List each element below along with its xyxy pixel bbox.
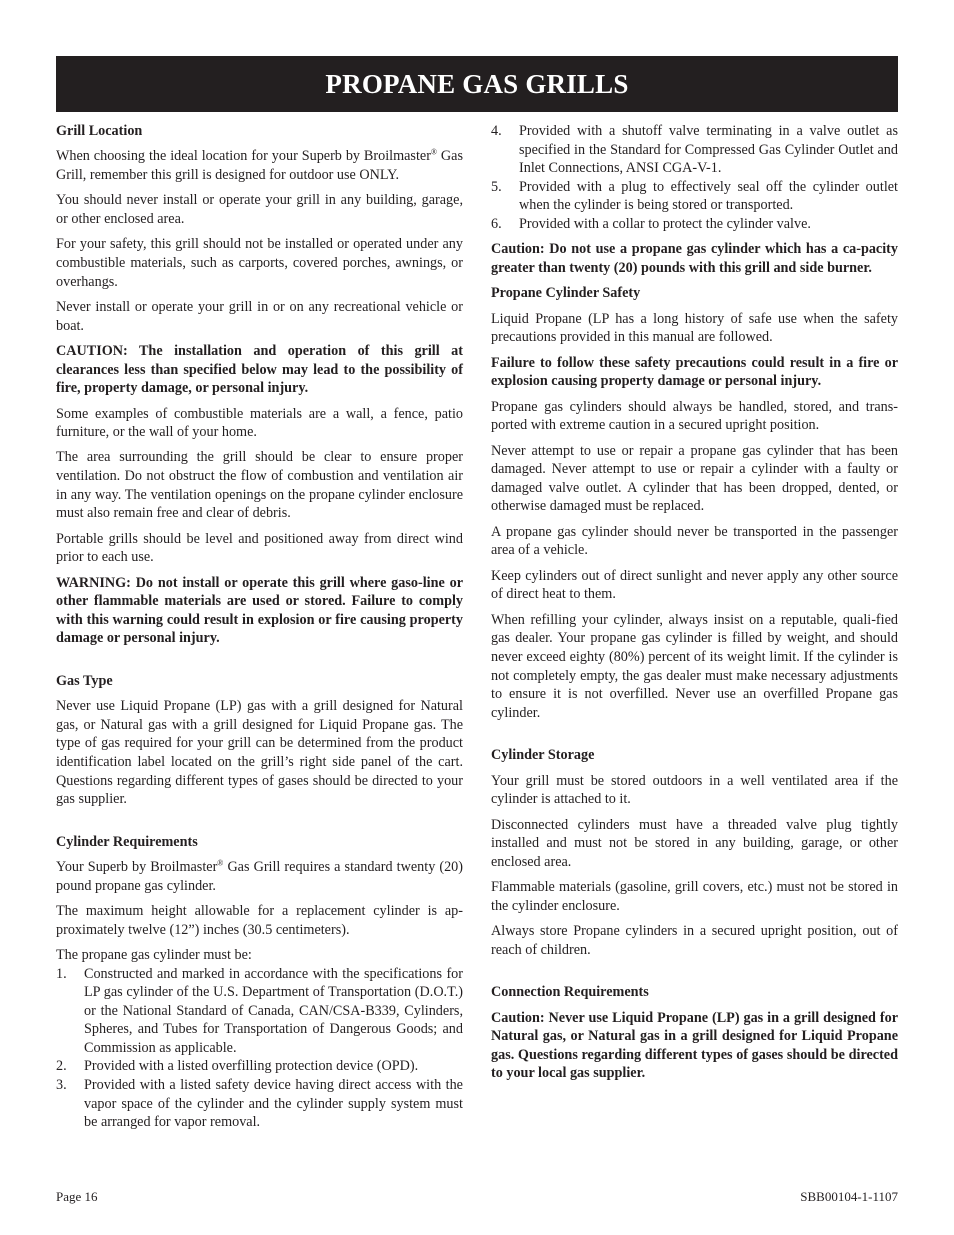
list-item	[491, 178, 898, 215]
cylinder-safety-heading: Propane Cylinder Safety	[491, 285, 641, 302]
registered-mark: ®	[430, 147, 437, 157]
cylinder-storage-paragraph-4: Always store Propane cylinders in a secured upright position, out of reach of children.	[491, 923, 898, 958]
list-number: 4.	[491, 123, 502, 139]
cylinder-capacity-caution: Caution: Do not use a propane gas cylinder which has a ca-pacity greater than twenty (20) pounds with this grill and side burner.	[491, 241, 898, 276]
safety-warning: Failure to follow these safety precautions could result in a fire or explosion causing property damage or personal injury.	[491, 354, 898, 390]
list-item	[56, 965, 463, 1058]
cylinder-requirements-list-continued	[491, 122, 898, 234]
list-number: 1.	[56, 965, 67, 982]
cylinder-storage-heading: Cylinder Storage	[491, 747, 595, 764]
connection-requirements-heading: Connection Requirements	[491, 984, 649, 1001]
page-title-banner	[56, 56, 898, 112]
gas-type-heading: Gas Type	[56, 672, 113, 689]
grill-location-paragraph-4: Never install or operate your grill in or on any recreational vehicle or boat.	[56, 298, 463, 334]
list-item	[56, 1057, 463, 1076]
grill-location-paragraph-7: Portable grills should be level and positioned away from direct wind prior to each use.	[56, 530, 463, 566]
registered-mark: ®	[217, 858, 224, 868]
cylinder-safety-paragraph-2: Propane gas cylinders should always be handled, stored, and trans-ported with extreme caution in a secured upright position.	[491, 398, 898, 434]
list-number: 6.	[491, 215, 502, 232]
section-spacer	[56, 816, 463, 833]
grill-location-paragraph-6: The area surrounding the grill should be clear to ensure proper ventilation. Do not obstruct the flow of combustion and ventilation air in any way. The ventilation openings on the propane cylinder enclosure must also remain free and clear of debris.	[56, 449, 463, 522]
section-spacer	[491, 966, 898, 983]
cylinder-storage-paragraph-3: Flammable materials (gasoline, grill covers, etc.) must not be stored in the cylinder enclosure.	[491, 879, 898, 914]
cylinder-safety-paragraph-6: When refilling your cylinder, always insist on a reputable, quali-fied gas dealer. Your propane gas cylinder is filled by weight, and should never exceed eighty (80%) percent of its weight limit. If the cylinder is not completely empty, the gas dealer must make necessary adjustments to ensure it is not overfilled. Never use an overfilled Propane gas cylinder.	[491, 611, 898, 721]
section-spacer	[56, 655, 463, 672]
list-text: Provided with a listed safety device having direct access with the vapor space of the cylinder and the cylinder supply system must be arranged for vapor removal.	[84, 1077, 463, 1131]
left-column	[56, 122, 463, 1139]
section-spacer	[491, 729, 898, 746]
text-fragment: When choosing the ideal location for your Superb by Broilmaster	[56, 148, 431, 165]
list-text: Provided with a listed overfilling protection device (OPD).	[84, 1058, 419, 1075]
list-text: Provided with a shutoff valve terminating in a valve outlet as specified in the Standard for Compressed Gas Cylinder Outlet and Inlet Connections, ANSI CGA-V-1.	[519, 123, 898, 177]
cylinder-safety-paragraph-4: A propane gas cylinder should never be transported in the passenger area of a vehicle.	[491, 523, 898, 559]
document-id: SBB00104-1-1107	[800, 1189, 898, 1204]
cylinder-safety-paragraph-1: Liquid Propane (LP has a long history of safe use when the safety precautions provided in this manual are followed.	[491, 310, 898, 346]
list-number: 2.	[56, 1058, 67, 1075]
grill-location-paragraph-2: You should never install or operate your grill in any building, garage, or other enclosed area.	[56, 192, 463, 227]
grill-location-paragraph-1	[56, 147, 463, 184]
list-text: Provided with a plug to effectively seal off the cylinder outlet when the cylinder is being stored or transported.	[519, 178, 898, 214]
list-number: 3.	[56, 1077, 67, 1094]
list-number: 5.	[491, 178, 502, 195]
list-item	[56, 1076, 463, 1132]
text-fragment: Gas Grill requires a standard twenty (20) pound propane gas cylinder.	[56, 858, 463, 894]
cylinder-requirements-paragraph-2: The maximum height allowable for a replacement cylinder is ap-proximately twelve (12”) inches (30.5 centimeters).	[56, 902, 463, 938]
cylinder-storage-paragraph-1: Your grill must be stored outdoors in a well ventilated area if the cylinder is attached to it.	[491, 772, 898, 808]
page-title: PROPANE GAS GRILLS	[325, 68, 629, 99]
gas-type-paragraph: Never use Liquid Propane (LP) gas with a grill designed for Natural gas, or Natural gas with a grill designed for Liquid Propane gas. The type of gas required for your grill can be determined from the product identification label located on the grill’s right side panel of the cart. Questions regarding different types of gases should be directed to your gas supplier.	[56, 698, 463, 808]
cylinder-requirements-heading: Cylinder Requirements	[56, 833, 198, 850]
flammable-warning: WARNING: Do not install or operate this grill where gaso-line or other flammable materials are used or stored. Failure to comply with this warning could result in explosion or fire causing property damage or personal injury.	[56, 574, 463, 647]
page-number: Page 16	[56, 1189, 98, 1204]
text-fragment: Gas Grill, remember this grill is designed for outdoor use ONLY.	[56, 148, 463, 183]
text-fragment: Your Superb by Broilmaster	[56, 858, 218, 875]
grill-location-paragraph-3: For your safety, this grill should not be installed or operated under any combustible materials, such as carports, covered porches, awnings, or overhangs.	[56, 236, 463, 290]
list-item	[491, 215, 898, 234]
right-column	[491, 122, 898, 1090]
clearance-caution: CAUTION: The installation and operation of this grill at clearances less than specified below may lead to the possibility of fire, property damage, or personal injury.	[56, 342, 463, 397]
cylinder-requirements-paragraph-3: The propane gas cylinder must be:	[56, 946, 252, 963]
list-text: Constructed and marked in accordance with the specifications for LP gas cylinder of the U.S. Department of Transportation (D.O.T.) or the National Standard of Canada, CAN/CSA-B339, Cylinders, Spheres, and Tubes for Transportation of Dangerous Goods; and Commission as applicable.	[84, 965, 463, 1056]
connection-caution: Caution: Never use Liquid Propane (LP) gas in a grill designed for Natural gas, or Natural gas in a grill designed for Liquid Propane gas. Questions regarding different types of gases should be directed to your local gas supplier.	[491, 1009, 898, 1082]
grill-location-heading: Grill Location	[56, 123, 143, 139]
grill-location-paragraph-5: Some examples of combustible materials are a wall, a fence, patio furniture, or the wall of your home.	[56, 405, 463, 441]
cylinder-safety-paragraph-3: Never attempt to use or repair a propane gas cylinder that has been damaged. Never attempt to use or repair a cylinder with a faulty or damaged valve outlet. A cylinder that has been dropped, dented, or otherwise damaged must be replaced.	[491, 442, 898, 515]
list-item	[491, 122, 898, 178]
list-text: Provided with a collar to protect the cylinder valve.	[519, 215, 811, 232]
cylinder-requirements-paragraph-1	[56, 858, 463, 895]
cylinder-storage-paragraph-2: Disconnected cylinders must have a threaded valve plug tightly installed and must not be stored in any building, garage, or other enclosed area.	[491, 816, 898, 870]
cylinder-requirements-list	[56, 965, 463, 1132]
cylinder-safety-paragraph-5: Keep cylinders out of direct sunlight and never apply any other source of direct heat to them.	[491, 567, 898, 603]
